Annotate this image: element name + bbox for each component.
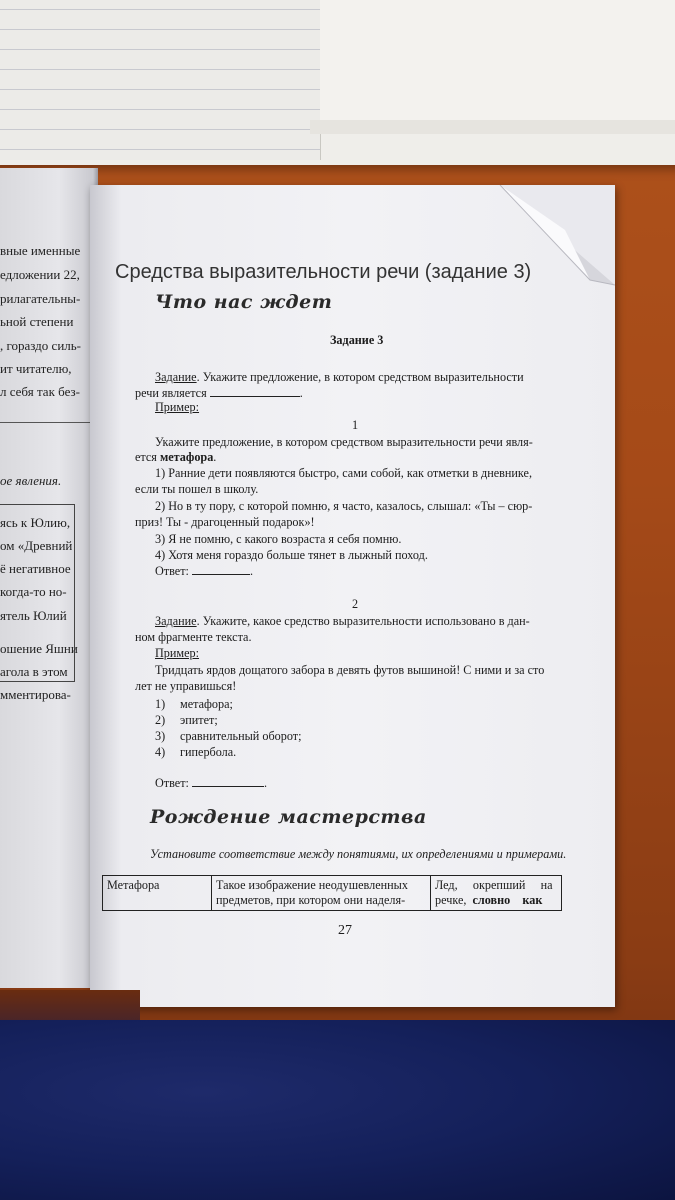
answer-line: Ответ: . xyxy=(155,564,254,578)
term-text: Метафора xyxy=(107,878,160,892)
answer-label: Ответ: xyxy=(155,776,189,790)
left-text-line: рилагательны- xyxy=(0,291,81,306)
left-text-line: ом «Древний xyxy=(0,538,73,553)
table-cell-definition xyxy=(212,876,431,911)
workbook-page xyxy=(90,185,615,1007)
example-1-text: ется xyxy=(135,450,160,464)
example-label: Пример: xyxy=(155,400,200,414)
left-text-line: ясь к Юлию, xyxy=(0,515,71,530)
choice-option-1 xyxy=(155,697,233,712)
page-number: 27 xyxy=(338,923,352,938)
definition-line: предметов, при котором они наделя- xyxy=(216,893,406,907)
choice-text: гипербола. xyxy=(180,745,237,759)
task-heading: Задание 3 xyxy=(330,333,384,347)
page-curl-icon xyxy=(495,185,615,305)
left-text-line: , гораздо силь- xyxy=(0,338,82,353)
answer-blank xyxy=(192,775,264,787)
option-line: приз! Ты - драгоценный подарок»! xyxy=(135,515,315,529)
left-divider xyxy=(0,422,90,423)
option-line: 4) Хотя меня гораздо больше тянет в лыжный поход. xyxy=(155,548,428,562)
choice-text: метафора; xyxy=(180,697,233,711)
page-title: Средства выразительности речи (задание 3) xyxy=(115,261,532,283)
example-1-keyword: метафора xyxy=(159,450,214,464)
background-fabric xyxy=(0,1020,675,1200)
example-1-line-2 xyxy=(135,450,216,465)
answer-blank xyxy=(210,385,300,397)
table-cell-term xyxy=(103,876,212,911)
left-text-line: вные именные xyxy=(0,243,81,258)
answer-blank xyxy=(192,563,250,575)
example-line: речке, xyxy=(435,893,473,907)
table-row xyxy=(103,876,562,911)
left-text-line: когда-то но- xyxy=(0,584,67,599)
choice-number: 1) xyxy=(155,697,166,711)
option-line: 2) Но в ту пору, с которой помню, я часто, казалось, слышал: «Ты – сюр- xyxy=(155,499,533,513)
intro-text xyxy=(155,370,524,385)
left-text-line: ое явления. xyxy=(0,473,62,488)
left-text-line: ит читателю, xyxy=(0,361,72,376)
section-instruction: Установите соответствие между понятиями, их определениями и примерами. xyxy=(150,847,567,861)
left-book-page xyxy=(0,168,98,988)
section-title: Рождение мастерства xyxy=(150,806,427,828)
left-text-line: ошение Яшни xyxy=(0,641,78,656)
example-1-line-1: Укажите предложение, в котором средством выразительности речи явля- xyxy=(155,435,533,449)
notebook-lined-page xyxy=(0,0,321,160)
matching-table xyxy=(102,875,562,911)
left-text-line: ьной степени xyxy=(0,314,74,329)
choice-number: 4) xyxy=(155,745,166,759)
task-2-line-1 xyxy=(155,614,530,629)
example-label: Пример: xyxy=(155,646,200,660)
choice-number: 3) xyxy=(155,729,166,743)
example-number: 2 xyxy=(352,597,359,611)
table-cell-example xyxy=(431,876,562,911)
choice-option-3 xyxy=(155,729,302,744)
example-1-period: . xyxy=(213,450,217,464)
quote-line-2: лет не управишься! xyxy=(135,679,237,693)
left-text-line: ё негативное xyxy=(0,561,71,576)
example-number: 1 xyxy=(352,418,359,432)
option-line: 1) Ранние дети появляются быстро, сами собой, как отметки в дневнике, xyxy=(155,466,533,480)
section-title: Что нас ждет xyxy=(155,291,333,313)
notebook xyxy=(0,0,675,165)
choice-text: эпитет; xyxy=(180,713,218,727)
task-instruction: . Укажите, какое средство выразительности использовано в дан- xyxy=(196,614,530,628)
answer-label: Ответ: xyxy=(155,564,189,578)
choice-option-4 xyxy=(155,745,237,760)
option-line: 3) Я не помню, с какого возраста я себя помню. xyxy=(155,532,402,546)
left-text-line: мментирова- xyxy=(0,687,71,702)
choice-number: 2) xyxy=(155,713,166,727)
example-line: Лед, окрепший на xyxy=(435,878,553,892)
choice-option-2 xyxy=(155,713,218,728)
left-text-line: агола в этом xyxy=(0,664,68,679)
task-label: Задание xyxy=(155,614,197,628)
intro-line-2: речи является . xyxy=(135,386,303,400)
left-text-line: л себя так без- xyxy=(0,384,80,399)
task-2-line-2: ном фрагменте текста. xyxy=(135,630,252,644)
task-instruction: . Укажите предложение, в котором средством выразительности xyxy=(196,370,524,384)
option-line: если ты пошел в школу. xyxy=(135,482,259,496)
task-label: Задание xyxy=(155,370,197,384)
choice-text: сравнительный оборот; xyxy=(180,729,302,743)
left-text-line: едложении 22, xyxy=(0,267,80,282)
notebook-cover xyxy=(320,0,675,130)
left-text-line: ятель Юлий xyxy=(0,608,67,623)
example-keyword: словно как xyxy=(472,893,543,907)
notebook-edge xyxy=(310,120,675,134)
definition-line: Такое изображение неодушевленных xyxy=(216,878,408,892)
answer-line: Ответ: . xyxy=(155,776,268,790)
intro-line-2-text: речи является xyxy=(135,386,207,400)
quote-line-1: Тридцать ярдов дощатого забора в девять футов вышиной! С ними и за сто xyxy=(155,663,545,677)
